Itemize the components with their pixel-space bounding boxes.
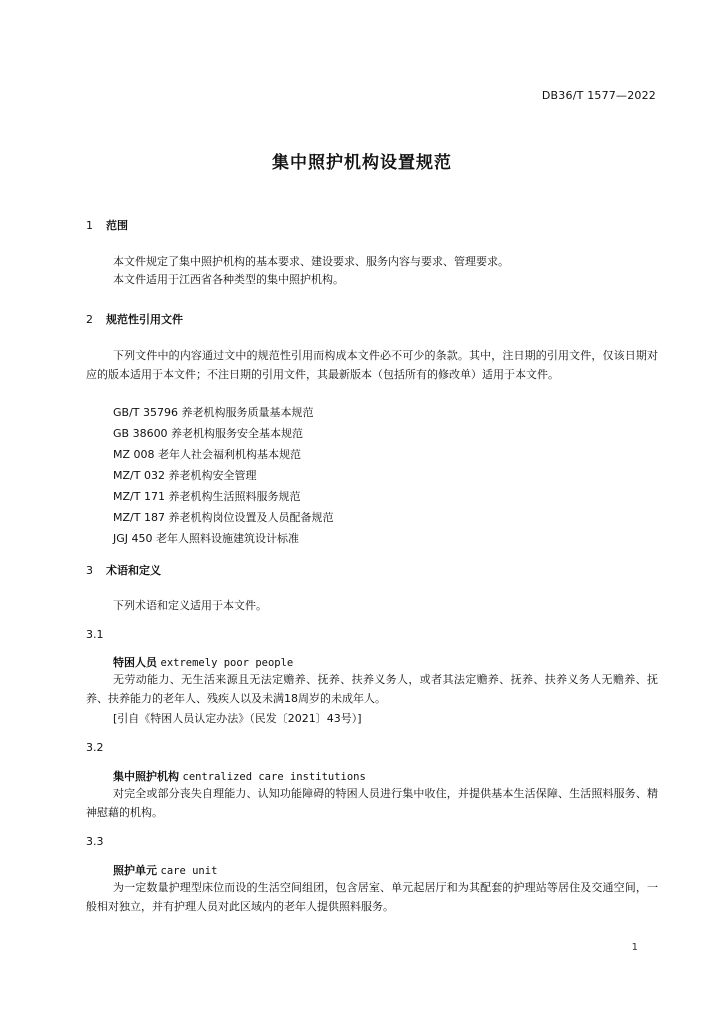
section-3-intro bbox=[86, 597, 658, 616]
term-definition bbox=[86, 879, 658, 916]
paragraph-text: 对完全或部分丧失自理能力、认知功能障碍的特困人员进行集中收住，并提供基本生活保障、生活照料服务、精神慰藉的机构。 bbox=[86, 787, 658, 819]
section-1-heading bbox=[86, 217, 128, 233]
reference-item: GB/T 35796 养老机构服务质量基本规范 bbox=[113, 406, 314, 419]
paragraph-text: 下列文件中的内容通过文中的规范性引用而构成本文件必不可少的条款。其中，注日期的引用文件，仅该日期对应的版本适用于本文件；不注日期的引用文件，其最新版本（包括所有的修改单）适用于本文件。 bbox=[86, 349, 658, 381]
term-definition bbox=[86, 785, 658, 822]
reference-item: MZ/T 032 养老机构安全管理 bbox=[113, 469, 257, 482]
term-name-zh: 特困人员 bbox=[113, 656, 157, 669]
section-number: 2 bbox=[86, 313, 93, 326]
term-name-en: extremely poor people bbox=[160, 657, 294, 669]
section-number: 3 bbox=[86, 564, 93, 577]
clause-number: 3.1 bbox=[86, 628, 104, 641]
paragraph-text: 为一定数量护理型床位而设的生活空间组团，包含居室、单元起居厅和为其配套的护理站等居住及交通空间，一般相对独立，并有护理人员对此区域内的老年人提供照料服务。 bbox=[86, 881, 658, 913]
reference-item: MZ/T 187 养老机构岗位设置及人员配备规范 bbox=[113, 511, 334, 524]
reference-item: MZ/T 171 养老机构生活照料服务规范 bbox=[113, 490, 301, 503]
document-title: 集中照护机构设置规范 bbox=[272, 153, 452, 173]
section-2-intro bbox=[86, 347, 658, 384]
section-1-para-2 bbox=[86, 271, 658, 290]
section-number: 1 bbox=[86, 219, 93, 232]
paragraph-text: 无劳动能力、无生活来源且无法定赡养、抚养、扶养义务人，或者其法定赡养、抚养、扶养义务人无赡养、抚养、扶养能力的老年人、残疾人以及未满18周岁的未成年人。 bbox=[86, 673, 658, 705]
clause-number: 3.3 bbox=[86, 835, 104, 848]
standard-number: DB36/T 1577—2022 bbox=[541, 89, 656, 102]
term-name-zh: 集中照护机构 bbox=[113, 770, 179, 783]
section-2-heading bbox=[86, 311, 183, 327]
clause-number: 3.2 bbox=[86, 741, 104, 754]
section-title: 术语和定义 bbox=[106, 564, 161, 577]
term-definition bbox=[86, 671, 658, 708]
term-heading bbox=[113, 862, 217, 878]
term-source: [引自《特困人员认定办法》（民发〔2021〕43号）] bbox=[113, 712, 362, 725]
term-name-en: centralized care institutions bbox=[182, 771, 366, 783]
term-heading bbox=[113, 768, 366, 784]
section-3-heading bbox=[86, 562, 161, 578]
term-name-zh: 照护单元 bbox=[113, 864, 157, 877]
term-name-en: care unit bbox=[160, 865, 218, 877]
section-title: 规范性引用文件 bbox=[106, 313, 183, 326]
reference-item: JGJ 450 老年人照料设施建筑设计标准 bbox=[113, 532, 299, 545]
paragraph-text: 本文件规定了集中照护机构的基本要求、建设要求、服务内容与要求、管理要求。 bbox=[113, 255, 509, 268]
term-heading bbox=[113, 654, 293, 670]
reference-item: MZ 008 老年人社会福利机构基本规范 bbox=[113, 448, 302, 461]
page-number: 1 bbox=[631, 942, 638, 953]
section-title: 范围 bbox=[106, 219, 128, 232]
section-1-para-1 bbox=[86, 253, 658, 272]
paragraph-text: 下列术语和定义适用于本文件。 bbox=[113, 599, 267, 612]
reference-item: GB 38600 养老机构服务安全基本规范 bbox=[113, 427, 304, 440]
paragraph-text: 本文件适用于江西省各种类型的集中照护机构。 bbox=[113, 273, 344, 286]
